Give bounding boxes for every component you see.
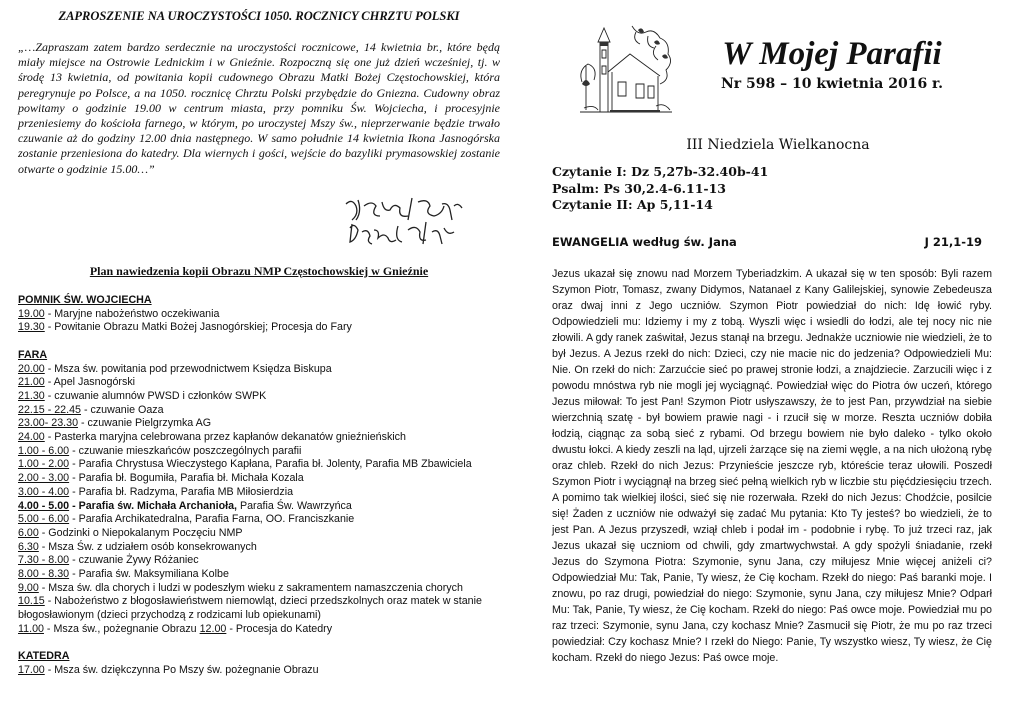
list-item: 11.00 - Msza św., pożegnanie Obrazu 12.00 - Procesja do Katedry <box>18 622 333 635</box>
list-item: 22.15 - 22.45 - czuwanie Oaza <box>18 403 164 416</box>
invitation-title: ZAPROSZENIE NA UROCZYSTOŚCI 1050. ROCZNICY CHRZTU POLSKI <box>58 9 460 23</box>
signature-icon <box>336 192 471 256</box>
list-item: 19.00 - Maryjne nabożeństwo oczekiwania <box>18 307 220 320</box>
list-item: 20.00 - Msza św. powitania pod przewodnictwem Księdza Biskupa <box>18 362 332 375</box>
church-drawing-icon <box>576 22 676 116</box>
list-item: 19.30 - Powitanie Obrazu Matki Bożej Jasnogórskiej; Procesja do Fary <box>18 321 352 334</box>
reading-1: Czytanie I: Dz 5,27b-32.40b-41 <box>552 164 769 179</box>
list-item: 17.00 - Msza św. dziękczynna Po Mszy św. pożegnanie Obrazu <box>18 663 319 676</box>
gospel-label: EWANGELIA według św. Jana <box>552 235 737 249</box>
list-item: 5.00 - 6.00 - Parafia Archikatedralna, Parafia Farna, OO. Franciszkanie <box>18 513 355 526</box>
list-item: 23.00- 23.30 - czuwanie Pielgrzymka AG <box>18 417 212 430</box>
section-head-pomnik: POMNIK ŚW. WOJCIECHA <box>18 294 152 306</box>
issue-number: Nr 598 – 10 kwietnia 2016 r. <box>720 76 944 92</box>
invitation-text: „…Zapraszam zatem bardzo serdecznie na uroczystości rocznicowe, 14 kwietnia br., które będą miały miejsce na Ostrowie Lednickim i w Gnieźnie. Rozpoczną się one już dzień wcześniej, tj. w środę 13 kwietnia, od powitania kopii cudownego Obrazu Matki Bożej Częstochowskiej, która peregrynuje po Polsce, a na 1050. rocznicę Chrztu Polski przybędzie do Gniezna. Cudowny obraz powitamy o godzinie 19.00 w centrum miasta, przy pomniku Św. Wojciecha, i procesyjnie przeniesiemy do kościoła farnego, w którym, po uroczystej Mszy św., nieprzerwanie będzie trwało czuwanie aż do godziny 12.00 dnia następnego. W samo południe 14 kwietnia Ikona Jasnogórska zostanie przeniesiona do katedry. Dla wiernych i gości, wejście do bazyliki prymasowskiej zostanie otwarte o godzinie 15.00…” <box>18 40 500 176</box>
list-item: 6.30 - Msza Św. z udziałem osób konsekrowanych <box>18 540 257 553</box>
left-column <box>18 0 500 725</box>
list-item: 1.00 - 2.00 - Parafia Chrystusa Wieczystego Kapłana, Parafia bł. Jolenty, Parafia MB Zbawiciela <box>18 458 472 471</box>
gospel-text: Jezus ukazał się znowu nad Morzem Tyberiadzkim. A ukazał się w ten sposób: Byli razem Szymon Piotr, Tomasz, zwany Didymos, Natanael z Kany Galilejskiej, synowie Zebedeusza oraz dwaj inni z Jego uczniów. Szymon Piotr powiedział do nich: Idę łowić ryby. Odpowiedzieli mu: Idziemy i my z tobą. Wyszli więc i wsiedli do łodzi, ale tej nocy nic nie złowili. A gdy ranek zaświtał, Jezus stanął na brzegu. Jednakże uczniowie nie wiedzieli, że to był Jezus. A Jezus rzekł do nich: Dzieci, czy nie macie nic do jedzenia? Odpowiedzieli Mu: Nie. On rzekł do nich: Zarzućcie sieć po prawej stronie łodzi, a znajdziecie. Zarzucili więc i z powodu mnóstwa ryb nie mogli jej wyciągnąć. Powiedział więc do Piotra ów uczeń, którego Jezus miłował: To jest Pan! Szymon Piotr usłyszawszy, że to jest Pan, przywdział na siebie wierzchnią szatę - był bowiem prawie nagi - i rzucił się w morze. Reszta uczniów dobiła łodzią, ciągnąc za sobą sieć z rybami. Od brzegu bowiem nie było daleko - tylko około dwustu łokci. A kiedy zeszli na ląd, ujrzeli żarzące się na ziemi węgle, a na nich ułożoną rybę oraz chleb. Rzekł do nich Jezus: Przynieście jeszcze ryb, któreście teraz ułowili. Poszedł Szymon Piotr i wyciągnął na brzeg sieć pełną wielkich ryb w liczbie stu pięćdziesięciu trzech. A pomimo tak wielkiej ilości, sieć się nie rozerwała. Rzekł do nich Jezus: Chodźcie, posilcie się! Żaden z uczniów nie odważył się zadać Mu pytania: Kto Ty jesteś? bo wiedzieli, że to jest Pan. A Jezus przyszedł, wziął chleb i podał im - podobnie i rybę. To już trzeci raz, jak Jezus ukazał się uczniom od chwili, gdy zmartwychwstał. A gdy spożyli śniadanie, rzekł Jezus do Szymona Piotra: Szymonie, synu Jana, czy miłujesz Mnie więcej aniżeli ci? Odpowiedział Mu: Tak, Panie, Ty wiesz, że Cię kocham. Rzekł do niego: Paś baranki moje. I znowu, po raz drugi, powiedział do niego: Szymonie, synu Jana, czy miłujesz Mnie? Odparł Mu: Tak, Panie, Ty wiesz, że Cię kocham. Rzekł do niego: Paś owce moje. Powiedział mu po raz trzeci: Szymonie, synu Jana, czy kochasz Mnie? Zasmucił się Piotr, że mu po raz trzeci powiedział: Czy kochasz Mnie? I rzekł do Niego: Panie, Ty wszystko wiesz, Ty wiesz, że Cię kocham. Rzekł do niego Jezus: Paś owce moje. <box>552 268 992 664</box>
list-item: 4.00 - 5.00 - Parafia św. Michała Archanioła, Parafia Św. Wawrzyńca <box>18 499 352 512</box>
section-head-fara: FARA <box>18 348 48 361</box>
list-item: 24.00 - Pasterka maryjna celebrowana przez kapłanów dekanatów gnieźnieńskich <box>18 431 406 444</box>
list-item: 6.00 - Godzinki o Niepokalanym Poczęciu NMP <box>18 526 243 539</box>
list-item: 7.30 - 8.00 - czuwanie Żywy Różaniec <box>18 554 199 567</box>
list-item: 21.30 - czuwanie alumnów PWSD i członków SWPK <box>18 389 267 402</box>
readings <box>552 164 1004 214</box>
list-item: 21.00 - Apel Jasnogórski <box>18 376 136 389</box>
right-column <box>552 0 1004 725</box>
list-item: 9.00 - Msza św. dla chorych i ludzi w podeszłym wieku z sakramentem namaszczenia chorych <box>18 581 463 594</box>
psalm: Psalm: Ps 30,2.4-6.11-13 <box>552 180 726 196</box>
schedule <box>18 294 500 678</box>
list-item: 3.00 - 4.00 - Parafia bł. Radzyma, Parafia MB Miłosierdzia <box>18 485 294 498</box>
reading-2: Czytanie II: Ap 5,11-14 <box>552 197 713 212</box>
list-item: 8.00 - 8.30 - Parafia św. Maksymiliana Kolbe <box>18 568 229 581</box>
list-item: 1.00 - 6.00 - czuwanie mieszkańców poszczególnych parafii <box>18 444 302 457</box>
plan-title: Plan nawiedzenia kopii Obrazu NMP Częstochowskiej w Gnieźnie <box>89 264 429 278</box>
sunday-title: III Niedziela Wielkanocna <box>686 137 870 153</box>
gospel-heading <box>552 235 992 249</box>
gospel-reference: J 21,1-19 <box>924 235 982 249</box>
list-item: 2.00 - 3.00 - Parafia bł. Bogumiła, Parafia bł. Michała Kozala <box>18 472 304 485</box>
magazine-title: W Mojej Parafii <box>722 36 942 72</box>
section-head-katedra: KATEDRA <box>18 650 70 663</box>
list-item: 10.15 - Nabożeństwo z błogosławieństwem niemowląt, dzieci przedszkolnych oraz matek w stanie błogosławionym (dzieci przychodzą z rodzicami lub opiekunami) <box>18 595 482 622</box>
